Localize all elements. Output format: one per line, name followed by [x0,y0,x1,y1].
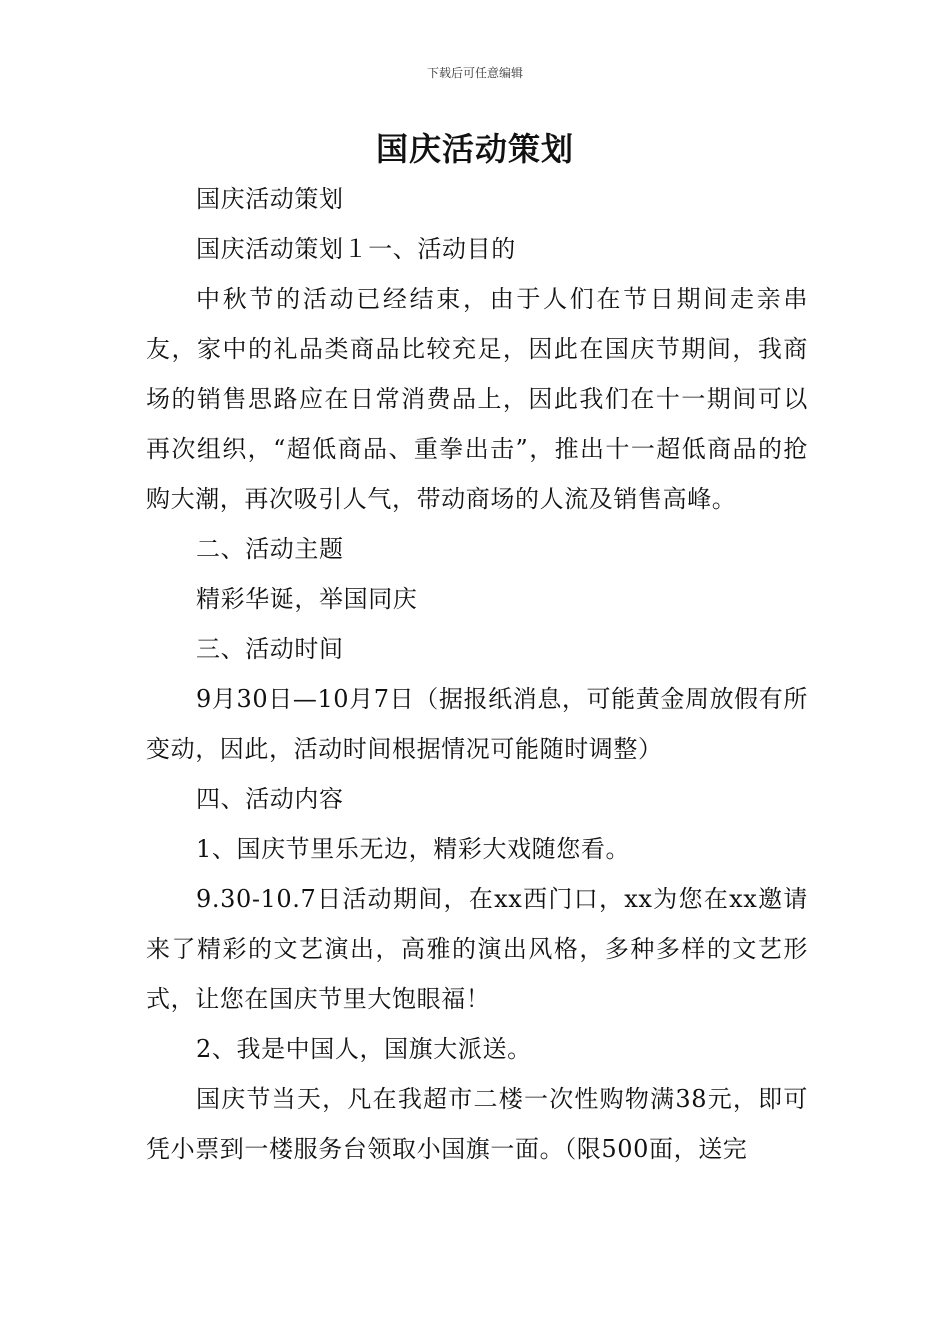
document-body [146,174,808,1174]
paragraph-section-1-heading: 国庆活动策划１一、活动目的 [196,235,516,263]
paragraph-section-2-heading: 二、活动主题 [196,535,344,563]
header-note: 下载后可任意编辑 [426,66,523,80]
paragraph-purpose: 中秋节的活动已经结束，由于人们在节日期间走亲串友，家中的礼品类商品比较充足，因此在国庆节期间，我商场的销售思路应在日常消费品上，因此我们在十一期间可以再次组织，“超低商品、重拳出击”，推出十一超低商品的抢购大潮，再次吸引人气，带动商场的人流及销售高峰。 [146,285,808,513]
paragraph-theme: 精彩华诞，举国同庆 [196,585,418,613]
paragraph-time: 9月30日—10月7日（据报纸消息，可能黄金周放假有所变动，因此，活动时间根据情况可能随时调整） [146,685,808,763]
document-title: 国庆活动策划 [375,130,574,168]
paragraph-item-2-body: 国庆节当天，凡在我超市二楼一次性购物满38元，即可凭小票到一楼服务台领取小国旗一面。（限500面，送完 [146,1085,808,1163]
paragraph-section-4-heading: 四、活动内容 [196,785,344,813]
paragraph-item-1-heading: 1、国庆节里乐无边，精彩大戏随您看。 [196,835,631,863]
paragraph-section-3-heading: 三、活动时间 [196,635,344,663]
paragraph-subtitle: 国庆活动策划 [196,185,344,213]
paragraph-item-2-heading: 2、我是中国人，国旗大派送。 [196,1035,532,1063]
paragraph-item-1-body: 9.30-10.7日活动期间，在xx西门口，xx为您在xx邀请来了精彩的文艺演出，高雅的演出风格，多种多样的文艺形式，让您在国庆节里大饱眼福！ [146,885,808,1013]
